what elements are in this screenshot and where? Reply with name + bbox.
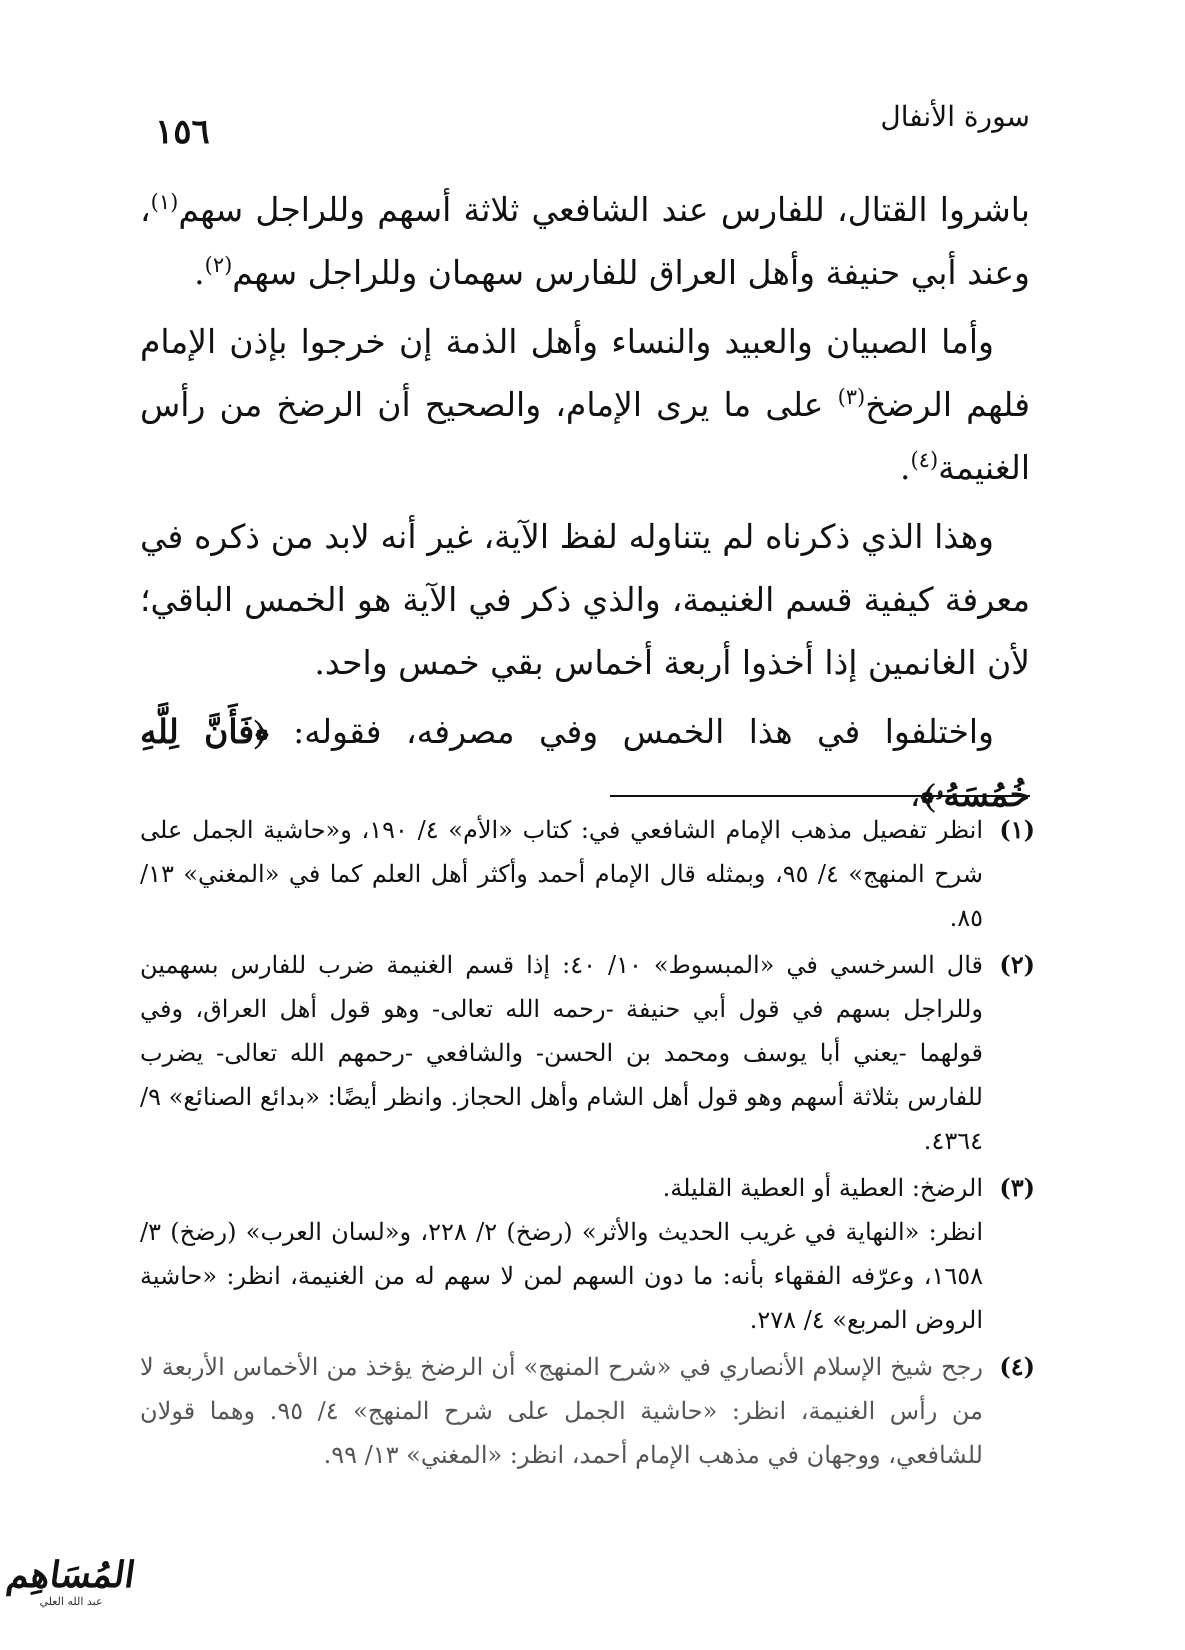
main-text [140, 178, 1030, 832]
paragraph-text: باشروا القتال، للفارس عند الشافعي ثلاثة أسهم وللراجل سهم [178, 190, 1030, 229]
logo-text: المُسَاهِم [4, 1554, 138, 1596]
publisher-logo [6, 1555, 136, 1625]
footnote-text: الرضخ: العطية أو العطية القليلة. [662, 1174, 983, 1202]
footnote-3 [140, 1166, 1035, 1342]
footnote-text: قال السرخسي في «المبسوط» ١٠/ ٤٠: إذا قسم الغنيمة ضرب للفارس بسهمين وللراجل بسهم في قول أبي حنيفة -رحمه الله تعالى- وهو قول أهل العراق، وفي قولهما -يعني أبا يوسف ومحمد بن الحسن- والشافعي -رحمهم الله تعالى- يضرب للفارس بثلاثة أسهم وهو قول أهل الشام وأهل الحجاز. وانظر أيضًا: «بدائع الصنائع» ٩/ ٤٣٦٤. [140, 951, 984, 1155]
surah-title: سورة الأنفال [880, 100, 1030, 133]
footnote-number: (٣) [999, 1173, 1035, 1202]
paragraph-text: وأما الصبيان والعبيد والنساء وأهل الذمة إن خرجوا بإذن الإمام فلهم الرضخ [140, 322, 1030, 424]
paragraph-text: . [194, 253, 205, 292]
logo-subtext: عبد الله العلي [39, 1595, 103, 1608]
paragraph-2 [140, 310, 1030, 499]
paragraph-text: ، وعند أبي حنيفة وأهل العراق للفارس سهمان وللراجل سهم [140, 190, 1030, 292]
footnote-ref-4[interactable]: (٤) [910, 448, 939, 472]
footnote-number: (١) [999, 815, 1035, 844]
footnote-text: انظر تفصيل مذهب الإمام الشافعي في: كتاب «الأم» ٤/ ١٩٠، و«حاشية الجمل على شرح المنهج» ٤/ ٩٥، وبمثله قال الإمام أحمد وأكثر أهل العلم كما في «المغني» ١٣/ ٨٥. [140, 816, 983, 932]
footnote-text: رجح شيخ الإسلام الأنصاري في «شرح المنهج» أن الرضخ يؤخذ من الأخماس الأربعة لا من رأس الغنيمة، انظر: «حاشية الجمل على شرح المنهج» ٤/ ٩٥. وهما قولان للشافعي، ووجهان في مذهب الإمام أحمد، انظر: «المغني» ١٣/ ٩٩. [140, 1353, 983, 1469]
quran-quote: ﴿فَأَنَّ لِلَّهِ خُمُسَهُۥ﴾ [140, 712, 1030, 814]
paragraph-text: على ما يرى الإمام، والصحيح أن الرضخ من رأس الغنيمة [140, 385, 1030, 487]
footnote-2 [140, 943, 1035, 1163]
page-header [155, 100, 1030, 160]
footnotes [140, 808, 1035, 1480]
footnote-separator [610, 795, 1030, 797]
footnote-body [140, 943, 983, 1163]
footnote-body [140, 1166, 983, 1342]
page-number: ١٥٦ [155, 112, 210, 152]
paragraph-3: وهذا الذي ذكرناه لم يتناوله لفظ الآية، غير أنه لابد من ذكره في معرفة كيفية قسم الغنيمة، والذي ذكر في الآية هو الخمس الباقي؛ لأن الغانمين إذا أخذوا أربعة أخماس بقي خمس واحد. [140, 517, 1030, 682]
footnote-1 [140, 808, 1035, 940]
footnote-extra-text: انظر: «النهاية في غريب الحديث والأثر» (رضخ) ٢/ ٢٢٨، و«لسان العرب» (رضخ) ٣/ ١٦٥٨، وعرّفه الفقهاء بأنه: ما دون السهم لمن لا سهم له من الغنيمة، انظر: «حاشية الروض المربع» ٤/ ٢٧٨. [140, 1218, 983, 1334]
paragraph-1 [140, 178, 1030, 304]
paragraph-text: . [899, 448, 911, 487]
footnote-body [140, 808, 983, 940]
footnote-ref-1[interactable]: (١) [150, 190, 179, 214]
paragraph-text: ، [909, 775, 921, 814]
footnote-ref-3[interactable]: (٣) [837, 385, 866, 409]
footnote-4 [140, 1345, 1035, 1477]
footnote-number: (٤) [999, 1352, 1035, 1381]
paragraph-text: واختلفوا في هذا الخمس وفي مصرفه، فقوله: [268, 712, 994, 751]
footnote-body [140, 1345, 983, 1477]
footnote-number: (٢) [999, 950, 1035, 979]
footnote-ref-2[interactable]: (٢) [204, 253, 233, 277]
